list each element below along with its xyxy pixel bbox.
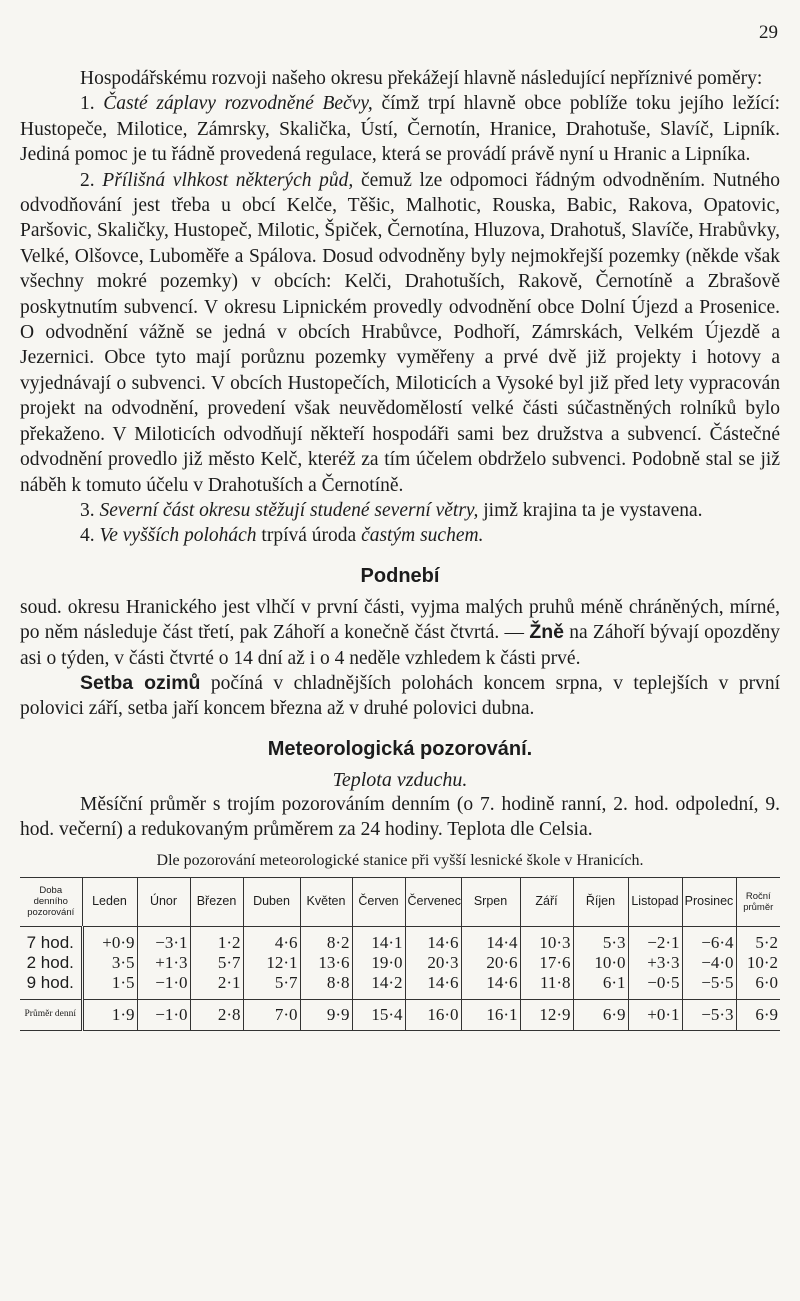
table-cell: −6·4 (682, 926, 736, 953)
item-4-emphasis-1: Ve vyšších polohách (99, 525, 257, 547)
table-cell: +1·3 (137, 953, 190, 973)
annual-cell: 6·0 (736, 973, 780, 1000)
header-month: Květen (300, 877, 352, 926)
item-2-emphasis: Přílišná vlhkost některých půd, (102, 169, 354, 191)
page-body (20, 66, 780, 1031)
header-month: Prosinec (682, 877, 736, 926)
item-2-text: čemuž lze odpomoci řádným odvodněním. Nutného odvodňování jest třeba u obcí Kelče, Těšic, Malhotic, Rouska, Babic, Rakova, Opatovic, Paršovic, Skaličky, Hustopeč, Milotic, Špiček, Černotína, Hluzova, Drahotuš, Slavíče, Hrabůvky, Velké, Olšovce, Luboměře a Spálova. Dosud odvodněny byly nejmokřejší pozemky (někde však všechny mokré pozemky) v obcích: Kelči, Drahotuších, Rakově, Černotíně a Zbrašově poskytnutím subvencí. V okresu Lipnickém provedly odvodnění obce Dolní Újezd a Prosenice. O odvodnění vážně se jedná v obcích Hrabůvce, Podhoří, Zámrskách, Velkém Újezdě a Jezernici. Obce tyto mají porůznu pozemky vyměřeny a prvé dvě již projekty i hotovy a vyjednávají o subvenci. V obcích Hustopečích, Miloticích a Vysoké byl již před lety vypracován projekt na odvodnění, provedení však neuvědomělostí velké části súčastněných rolníků bylo překaženo. V Miloticích odvodňují někteří hospodáři sami bez družstva a subvencí. Částečné odvodnění provedlo již město Kelč, kteréž za tím účelem obdrželo subvenci. Podobně stal se již náběh k tomuto účelu v Drahotuších a Černotíně. (20, 169, 780, 496)
intro-paragraph: Hospodářskému rozvoji našeho okresu překážejí hlavně následující nepříznivé poměry: (80, 68, 763, 89)
table-cell: 13·6 (300, 953, 352, 973)
table-cell: −5·5 (682, 973, 736, 1000)
table-cell: 14·6 (405, 926, 461, 953)
meteo-intro: Měsíční průměr s trojím pozorováním denním (o 7. hodině ranní, 2. hod. odpolední, 9. hod. večerní) a redukovaným průměrem za 24 hodiny. Teplota dle Celsia. (20, 793, 780, 841)
item-3-emphasis: Severní část okresu stěžují studené severní větry, (99, 499, 479, 521)
header-month: Červen (352, 877, 405, 926)
header-month: Říjen (573, 877, 628, 926)
table-cell: −0·5 (628, 973, 682, 1000)
table-cell: 3·5 (82, 953, 137, 973)
table-cell: 5·3 (573, 926, 628, 953)
row-label: 9 hod. (26, 972, 74, 992)
header-month: Listopad (628, 877, 682, 926)
annual-cell: 5·2 (736, 926, 780, 953)
table-cell: +3·3 (628, 953, 682, 973)
table-cell: 5·7 (243, 973, 300, 1000)
row-label: 7 hod. (26, 932, 74, 952)
average-cell: −5·3 (682, 999, 736, 1030)
item-3-number: 3. (80, 499, 95, 521)
table-row (20, 953, 780, 973)
average-cell: 9·9 (300, 999, 352, 1030)
temperature-table (20, 877, 780, 1031)
zne-term: Žně (529, 621, 564, 644)
header-month: Srpen (461, 877, 520, 926)
table-cell: 6·1 (573, 973, 628, 1000)
table-row (20, 973, 780, 1000)
item-4-text: trpívá úroda (256, 525, 362, 547)
average-cell: 16·0 (405, 999, 461, 1030)
table-cell: +0·9 (82, 926, 137, 953)
table-header-row (20, 877, 780, 926)
table-cell: 14·6 (405, 973, 461, 1000)
table-cell: 14·2 (352, 973, 405, 1000)
table-cell: 20·6 (461, 953, 520, 973)
table-row (20, 926, 780, 953)
average-cell: 16·1 (461, 999, 520, 1030)
podnebi-text-1b: na Záhoří bývají opozděny asi o týden, v části čtvrté o 14 dní až i o 4 neděle vzhledem k části prvé. (20, 622, 780, 669)
table-cell: 14·1 (352, 926, 405, 953)
header-annual-average: Roční průměr (736, 877, 780, 926)
average-label: Průměr denní (24, 1009, 76, 1020)
average-row (20, 999, 780, 1030)
average-cell: +0·1 (628, 999, 682, 1030)
item-3-paragraph (20, 498, 780, 523)
podnebi-text-1a: soud. okresu Hranického jest vlhčí v první části, vyjma malých pruhů méně chráněných, mírné, po něm následuje část třetí, pak Záhoří a konečně část čtvrtá. — (20, 596, 780, 644)
podnebi-text-2: počíná v chladnějších polohách koncem srpna, v teplejších v první polovici září, setba jaří koncem března až v druhé polovici dubna. (20, 672, 780, 720)
average-cell: 6·9 (573, 999, 628, 1030)
table-cell: 10·3 (520, 926, 573, 953)
item-1-text: čímž trpí hlavně obce poblíže toku jejího ležící: Hustopeče, Milotice, Zámrsky, Skalička, Ústí, Černotín, Hranice, Drahotuše, Slavíč, Lipník. Jediná pomoc je tu řádně provedená regulace, která se provádí právě nyní u Hranic a Lipníka. (20, 93, 781, 166)
row-label: 2 hod. (26, 952, 74, 972)
header-month: Březen (190, 877, 243, 926)
table-cell: −2·1 (628, 926, 682, 953)
average-cell: 12·9 (520, 999, 573, 1030)
table-cell: 1·2 (190, 926, 243, 953)
item-2-paragraph (20, 168, 780, 498)
item-3-text: jimž krajina ta je vystavena. (478, 499, 703, 521)
item-1-number: 1. (80, 93, 95, 115)
table-cell: 10·0 (573, 953, 628, 973)
average-cell: 2·8 (190, 999, 243, 1030)
table-cell: 20·3 (405, 953, 461, 973)
table-cell: 8·2 (300, 926, 352, 953)
table-cell: 4·6 (243, 926, 300, 953)
table-cell: 1·5 (82, 973, 137, 1000)
annual-cell: 10·2 (736, 953, 780, 973)
meteo-subheading: Teplota vzduchu. (332, 768, 468, 791)
header-month: Leden (82, 877, 137, 926)
table-cell: 14·4 (461, 926, 520, 953)
table-cell: −4·0 (682, 953, 736, 973)
item-1-emphasis: Časté záplavy rozvodněné Bečvy, (103, 93, 373, 115)
meteo-heading: Meteorologická pozorování. (267, 737, 533, 760)
table-cell: 5·7 (190, 953, 243, 973)
table-cell: 12·1 (243, 953, 300, 973)
setba-term: Setba ozimů (80, 671, 201, 694)
table-cell: 11·8 (520, 973, 573, 1000)
header-month: Duben (243, 877, 300, 926)
table-cell: 14·6 (461, 973, 520, 1000)
average-cell: 7·0 (243, 999, 300, 1030)
table-cell: 8·8 (300, 973, 352, 1000)
average-cell: 15·4 (352, 999, 405, 1030)
podnebi-paragraph-1 (20, 595, 780, 671)
podnebi-paragraph-2 (20, 671, 780, 722)
header-time-of-day: Doba denního pozorování (27, 885, 75, 919)
header-month: Únor (137, 877, 190, 926)
header-month: Červenec (405, 877, 461, 926)
item-4-paragraph (20, 523, 780, 548)
table-cell: 19·0 (352, 953, 405, 973)
average-cell: 1·9 (82, 999, 137, 1030)
item-4-emphasis-2: častým suchem. (361, 525, 484, 547)
item-2-number: 2. (80, 169, 95, 191)
table-cell: −1·0 (137, 973, 190, 1000)
annual-average-cell: 6·9 (736, 999, 780, 1030)
table-cell: 2·1 (190, 973, 243, 1000)
header-month: Září (520, 877, 573, 926)
table-caption: Dle pozorování meteorologické stanice při vyšší lesnické škole v Hranicích. (156, 851, 644, 869)
item-1-paragraph (20, 91, 780, 167)
table-cell: 17·6 (520, 953, 573, 973)
table-cell: −3·1 (137, 926, 190, 953)
average-cell: −1·0 (137, 999, 190, 1030)
item-4-number: 4. (80, 525, 95, 547)
page-number: 29 (759, 22, 778, 43)
podnebi-heading: Podnebí (360, 564, 440, 587)
